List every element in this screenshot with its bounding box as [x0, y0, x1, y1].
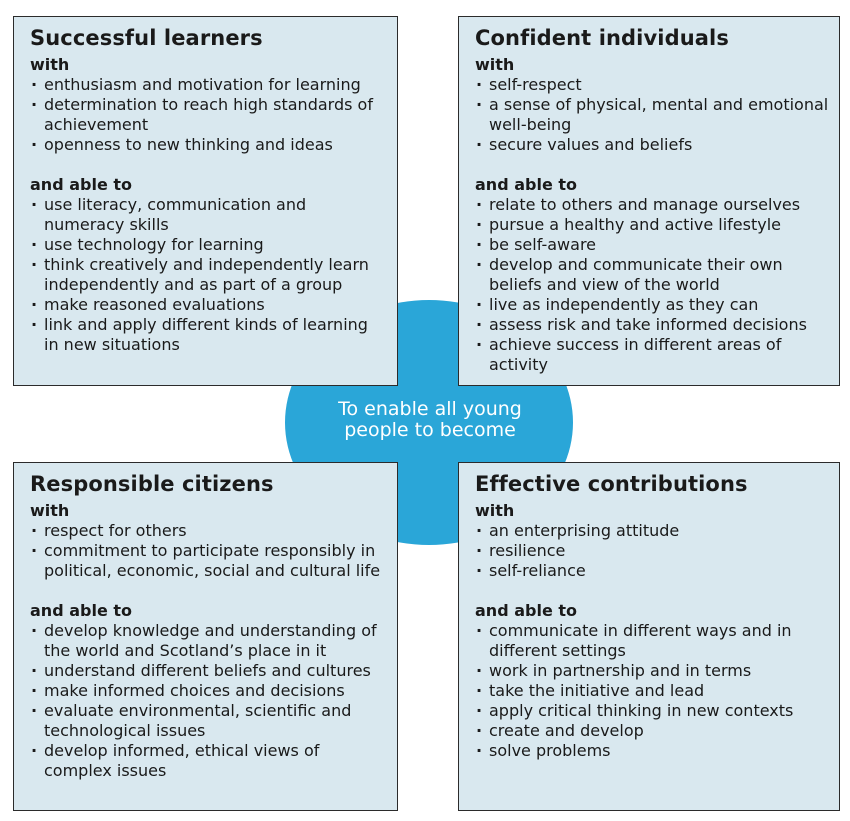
list-item: · use technology for learning	[30, 235, 387, 255]
able-to-label: and able to	[475, 601, 578, 620]
list-item: · make reasoned evaluations	[30, 295, 387, 315]
box-title: Confident individuals	[475, 26, 729, 50]
list-item: · resilience	[475, 541, 829, 561]
list-item: · communicate in different ways and in different settings	[475, 621, 829, 661]
able-list	[475, 195, 829, 375]
list-item: · develop informed, ethical views of complex issues	[30, 741, 387, 781]
list-item: · think creatively and independently learn independently and as part of a group	[30, 255, 387, 295]
able-list	[30, 195, 387, 355]
list-item: · commitment to participate responsibly in political, economic, social and cultural life	[30, 541, 387, 581]
box-confident-individuals	[458, 16, 840, 386]
box-title: Effective contributions	[475, 472, 748, 496]
center-caption-line: To enable all young	[338, 398, 522, 420]
with-label: with	[30, 501, 70, 520]
list-item: · pursue a healthy and active lifestyle	[475, 215, 829, 235]
list-item: · evaluate environmental, scientific and technological issues	[30, 701, 387, 741]
list-item: · self-respect	[475, 75, 829, 95]
list-item: · develop and communicate their own beliefs and view of the world	[475, 255, 829, 295]
list-item: · respect for others	[30, 521, 387, 541]
list-item: · a sense of physical, mental and emotional well-being	[475, 95, 829, 135]
list-item: · be self-aware	[475, 235, 829, 255]
list-item: · assess risk and take informed decisions	[475, 315, 829, 335]
with-label: with	[475, 501, 515, 520]
able-list	[475, 621, 829, 761]
list-item: · understand different beliefs and cultures	[30, 661, 387, 681]
list-item: · work in partnership and in terms	[475, 661, 829, 681]
list-item: · take the initiative and lead	[475, 681, 829, 701]
list-item: · develop knowledge and understanding of the world and Scotland’s place in it	[30, 621, 387, 661]
with-list	[30, 521, 387, 581]
list-item: · self-reliance	[475, 561, 829, 581]
center-caption-line: people to become	[344, 419, 516, 441]
list-item: · use literacy, communication and numeracy skills	[30, 195, 387, 235]
with-list	[30, 75, 387, 155]
list-item: · determination to reach high standards of achievement	[30, 95, 387, 135]
able-list	[30, 621, 387, 781]
with-list	[475, 75, 829, 155]
center-caption	[290, 399, 570, 441]
box-effective-contributions	[458, 462, 840, 811]
box-responsible-citizens	[13, 462, 398, 811]
list-item: · link and apply different kinds of learning in new situations	[30, 315, 387, 355]
list-item: · apply critical thinking in new contexts	[475, 701, 829, 721]
box-title: Successful learners	[30, 26, 263, 50]
list-item: · solve problems	[475, 741, 829, 761]
with-label: with	[475, 55, 515, 74]
able-to-label: and able to	[30, 601, 133, 620]
list-item: · make informed choices and decisions	[30, 681, 387, 701]
box-successful-learners	[13, 16, 398, 386]
list-item: · live as independently as they can	[475, 295, 829, 315]
list-item: · enthusiasm and motivation for learning	[30, 75, 387, 95]
list-item: · secure values and beliefs	[475, 135, 829, 155]
list-item: · openness to new thinking and ideas	[30, 135, 387, 155]
able-to-label: and able to	[30, 175, 133, 194]
with-label: with	[30, 55, 70, 74]
able-to-label: and able to	[475, 175, 578, 194]
list-item: · an enterprising attitude	[475, 521, 829, 541]
list-item: · achieve success in different areas of activity	[475, 335, 829, 375]
with-list	[475, 521, 829, 581]
list-item: · create and develop	[475, 721, 829, 741]
list-item: · relate to others and manage ourselves	[475, 195, 829, 215]
box-title: Responsible citizens	[30, 472, 274, 496]
